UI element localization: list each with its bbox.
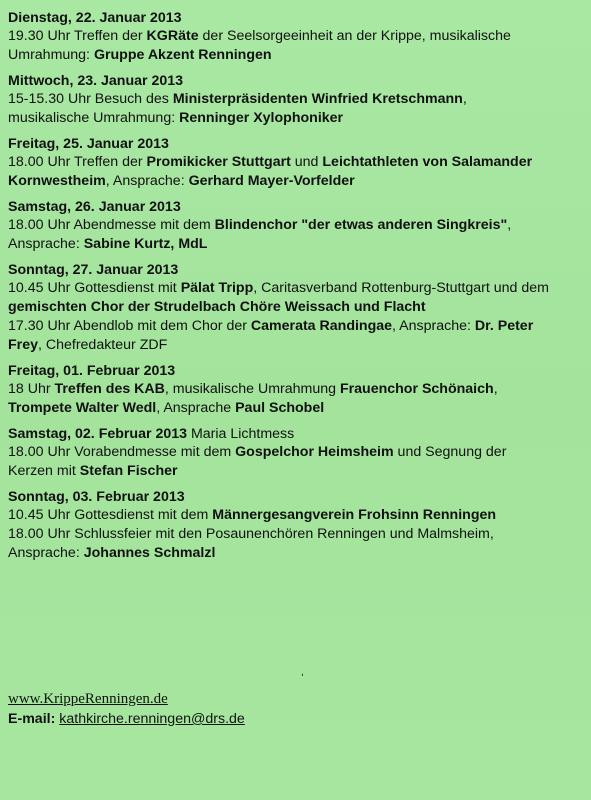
- detail-text: , musikalische Umrahmung: [164, 381, 340, 397]
- event-date-text: Samstag, 02. Februar 2013: [8, 426, 188, 442]
- event-list: [8, 10, 583, 571]
- detail-text: 10.45 Uhr Gottesdienst mit: [8, 280, 181, 296]
- highlight-text: Camerata Randingae: [250, 318, 393, 334]
- event-block: [8, 426, 583, 481]
- email-line: [8, 709, 245, 729]
- event-detail-line: [8, 380, 583, 399]
- event-block: [8, 73, 583, 128]
- highlight-text: Männergesangverein Frohsinn Renningen: [212, 507, 497, 523]
- event-date-text: Sonntag, 27. Januar 2013: [8, 262, 179, 278]
- detail-text: 18.00 Uhr Abendmesse mit dem: [8, 217, 215, 233]
- stray-mark: ˌ: [300, 660, 305, 676]
- highlight-text: Gospelchor Heimsheim: [235, 444, 394, 460]
- event-date-text: Sonntag, 03. Februar 2013: [8, 489, 185, 505]
- detail-text: , Chefredakteur ZDF: [37, 337, 168, 353]
- event-detail-line: [8, 27, 583, 46]
- highlight-text: Leichtathleten von Salamander: [322, 154, 533, 170]
- detail-text: Kerzen mit: [8, 463, 80, 479]
- detail-text: 17.30 Uhr Abendlob mit dem Chor der: [8, 318, 251, 334]
- event-detail-line: [8, 443, 583, 462]
- detail-text: 15-15.30 Uhr Besuch des: [8, 91, 173, 107]
- detail-text: ,: [462, 91, 467, 107]
- event-date-text: Freitag, 25. Januar 2013: [8, 136, 169, 152]
- email-label: E-mail:: [8, 711, 56, 727]
- event-date-text: Mittwoch, 23. Januar 2013: [8, 73, 184, 89]
- highlight-text: KGRäte: [146, 28, 199, 44]
- event-date: [8, 426, 583, 443]
- detail-text: 10.45 Uhr Gottesdienst mit dem: [8, 507, 213, 523]
- highlight-text: Renninger Xylophoniker: [179, 110, 344, 126]
- event-detail-line: [8, 462, 583, 481]
- event-detail-line: [8, 46, 583, 65]
- event-detail-line: [8, 544, 583, 563]
- event-detail-line: [8, 399, 583, 418]
- event-block: [8, 489, 583, 563]
- email-link[interactable]: kathkirche.renningen@drs.de: [59, 711, 245, 727]
- detail-text: , Ansprache:: [392, 318, 475, 334]
- event-detail-line: [8, 317, 583, 336]
- detail-text: der Seelsorgeeinheit an der Krippe, musikalische: [198, 28, 511, 44]
- event-date: [8, 262, 583, 279]
- highlight-text: Ministerpräsidenten Winfried Kretschmann: [172, 91, 463, 107]
- event-block: [8, 199, 583, 254]
- event-date-text: Dienstag, 22. Januar 2013: [8, 10, 182, 26]
- event-block: [8, 363, 583, 418]
- event-block: [8, 10, 583, 65]
- detail-text: , Ansprache: [156, 400, 236, 416]
- event-detail-line: [8, 336, 583, 355]
- highlight-text: Stefan Fischer: [79, 463, 178, 479]
- highlight-text: Gruppe Akzent Renningen: [93, 47, 272, 63]
- highlight-text: Dr. Peter: [474, 318, 534, 334]
- detail-text: und Segnung der: [393, 444, 507, 460]
- detail-text: , Ansprache:: [105, 173, 189, 189]
- detail-text: Ansprache:: [8, 236, 84, 252]
- highlight-text: Pälat Tripp: [180, 280, 254, 296]
- detail-text: 18.00 Uhr Vorabendmesse mit dem: [8, 444, 236, 460]
- detail-text: ,: [507, 217, 512, 233]
- detail-text: 18.00 Uhr Treffen der: [8, 154, 147, 170]
- detail-text: Umrahmung:: [8, 47, 94, 63]
- highlight-text: Trompete Walter Wedl: [8, 400, 157, 416]
- detail-text: 18.00 Uhr Schlussfeier mit den Posaunenchören Renningen und Malmsheim,: [8, 526, 494, 542]
- website-link[interactable]: www.KrippeRenningen.de: [8, 691, 168, 707]
- highlight-text: Frauenchor Schönaich: [339, 381, 494, 397]
- highlight-text: Johannes Schmalzl: [83, 545, 216, 561]
- event-detail-line: [8, 525, 583, 544]
- event-date-text: Freitag, 01. Februar 2013: [8, 363, 176, 379]
- highlight-text: Blindenchor "der etwas anderen Singkreis": [214, 217, 508, 233]
- event-date: [8, 363, 583, 380]
- detail-text: 19.30 Uhr Treffen der: [8, 28, 147, 44]
- event-detail-line: [8, 216, 583, 235]
- event-detail-line: [8, 90, 583, 109]
- event-detail-line: [8, 172, 583, 191]
- highlight-text: Frey: [8, 337, 38, 353]
- event-date: [8, 136, 583, 153]
- detail-text: , Caritasverband Rottenburg-Stuttgart und dem: [253, 280, 549, 296]
- highlight-text: gemischten Chor der Strudelbach Chöre Weissach und Flacht: [8, 299, 426, 315]
- event-detail-line: [8, 298, 583, 317]
- highlight-text: Paul Schobel: [235, 400, 325, 416]
- detail-text: Ansprache:: [8, 545, 84, 561]
- highlight-text: Sabine Kurtz, MdL: [83, 236, 208, 252]
- event-date: [8, 199, 583, 216]
- highlight-text: Gerhard Mayer-Vorfelder: [188, 173, 355, 189]
- event-detail-line: [8, 109, 583, 128]
- event-date: [8, 73, 583, 90]
- event-detail-line: [8, 279, 583, 298]
- contact-footer: [8, 689, 245, 729]
- detail-text: 18 Uhr: [8, 381, 55, 397]
- event-date-text: Samstag, 26. Januar 2013: [8, 199, 181, 215]
- event-detail-line: [8, 235, 583, 254]
- event-detail-line: [8, 506, 583, 525]
- highlight-text: Kornwestheim: [8, 173, 106, 189]
- event-detail-line: [8, 153, 583, 172]
- detail-text: und: [290, 154, 323, 170]
- event-block: [8, 136, 583, 191]
- highlight-text: Treffen des KAB: [54, 381, 165, 397]
- detail-text: ,: [493, 381, 498, 397]
- event-date: [8, 489, 583, 506]
- detail-text: musikalische Umrahmung:: [8, 110, 180, 126]
- highlight-text: Promikicker Stuttgart: [146, 154, 291, 170]
- event-date-note: Maria Lichtmess: [187, 426, 295, 442]
- event-block: [8, 262, 583, 355]
- event-date: [8, 10, 583, 27]
